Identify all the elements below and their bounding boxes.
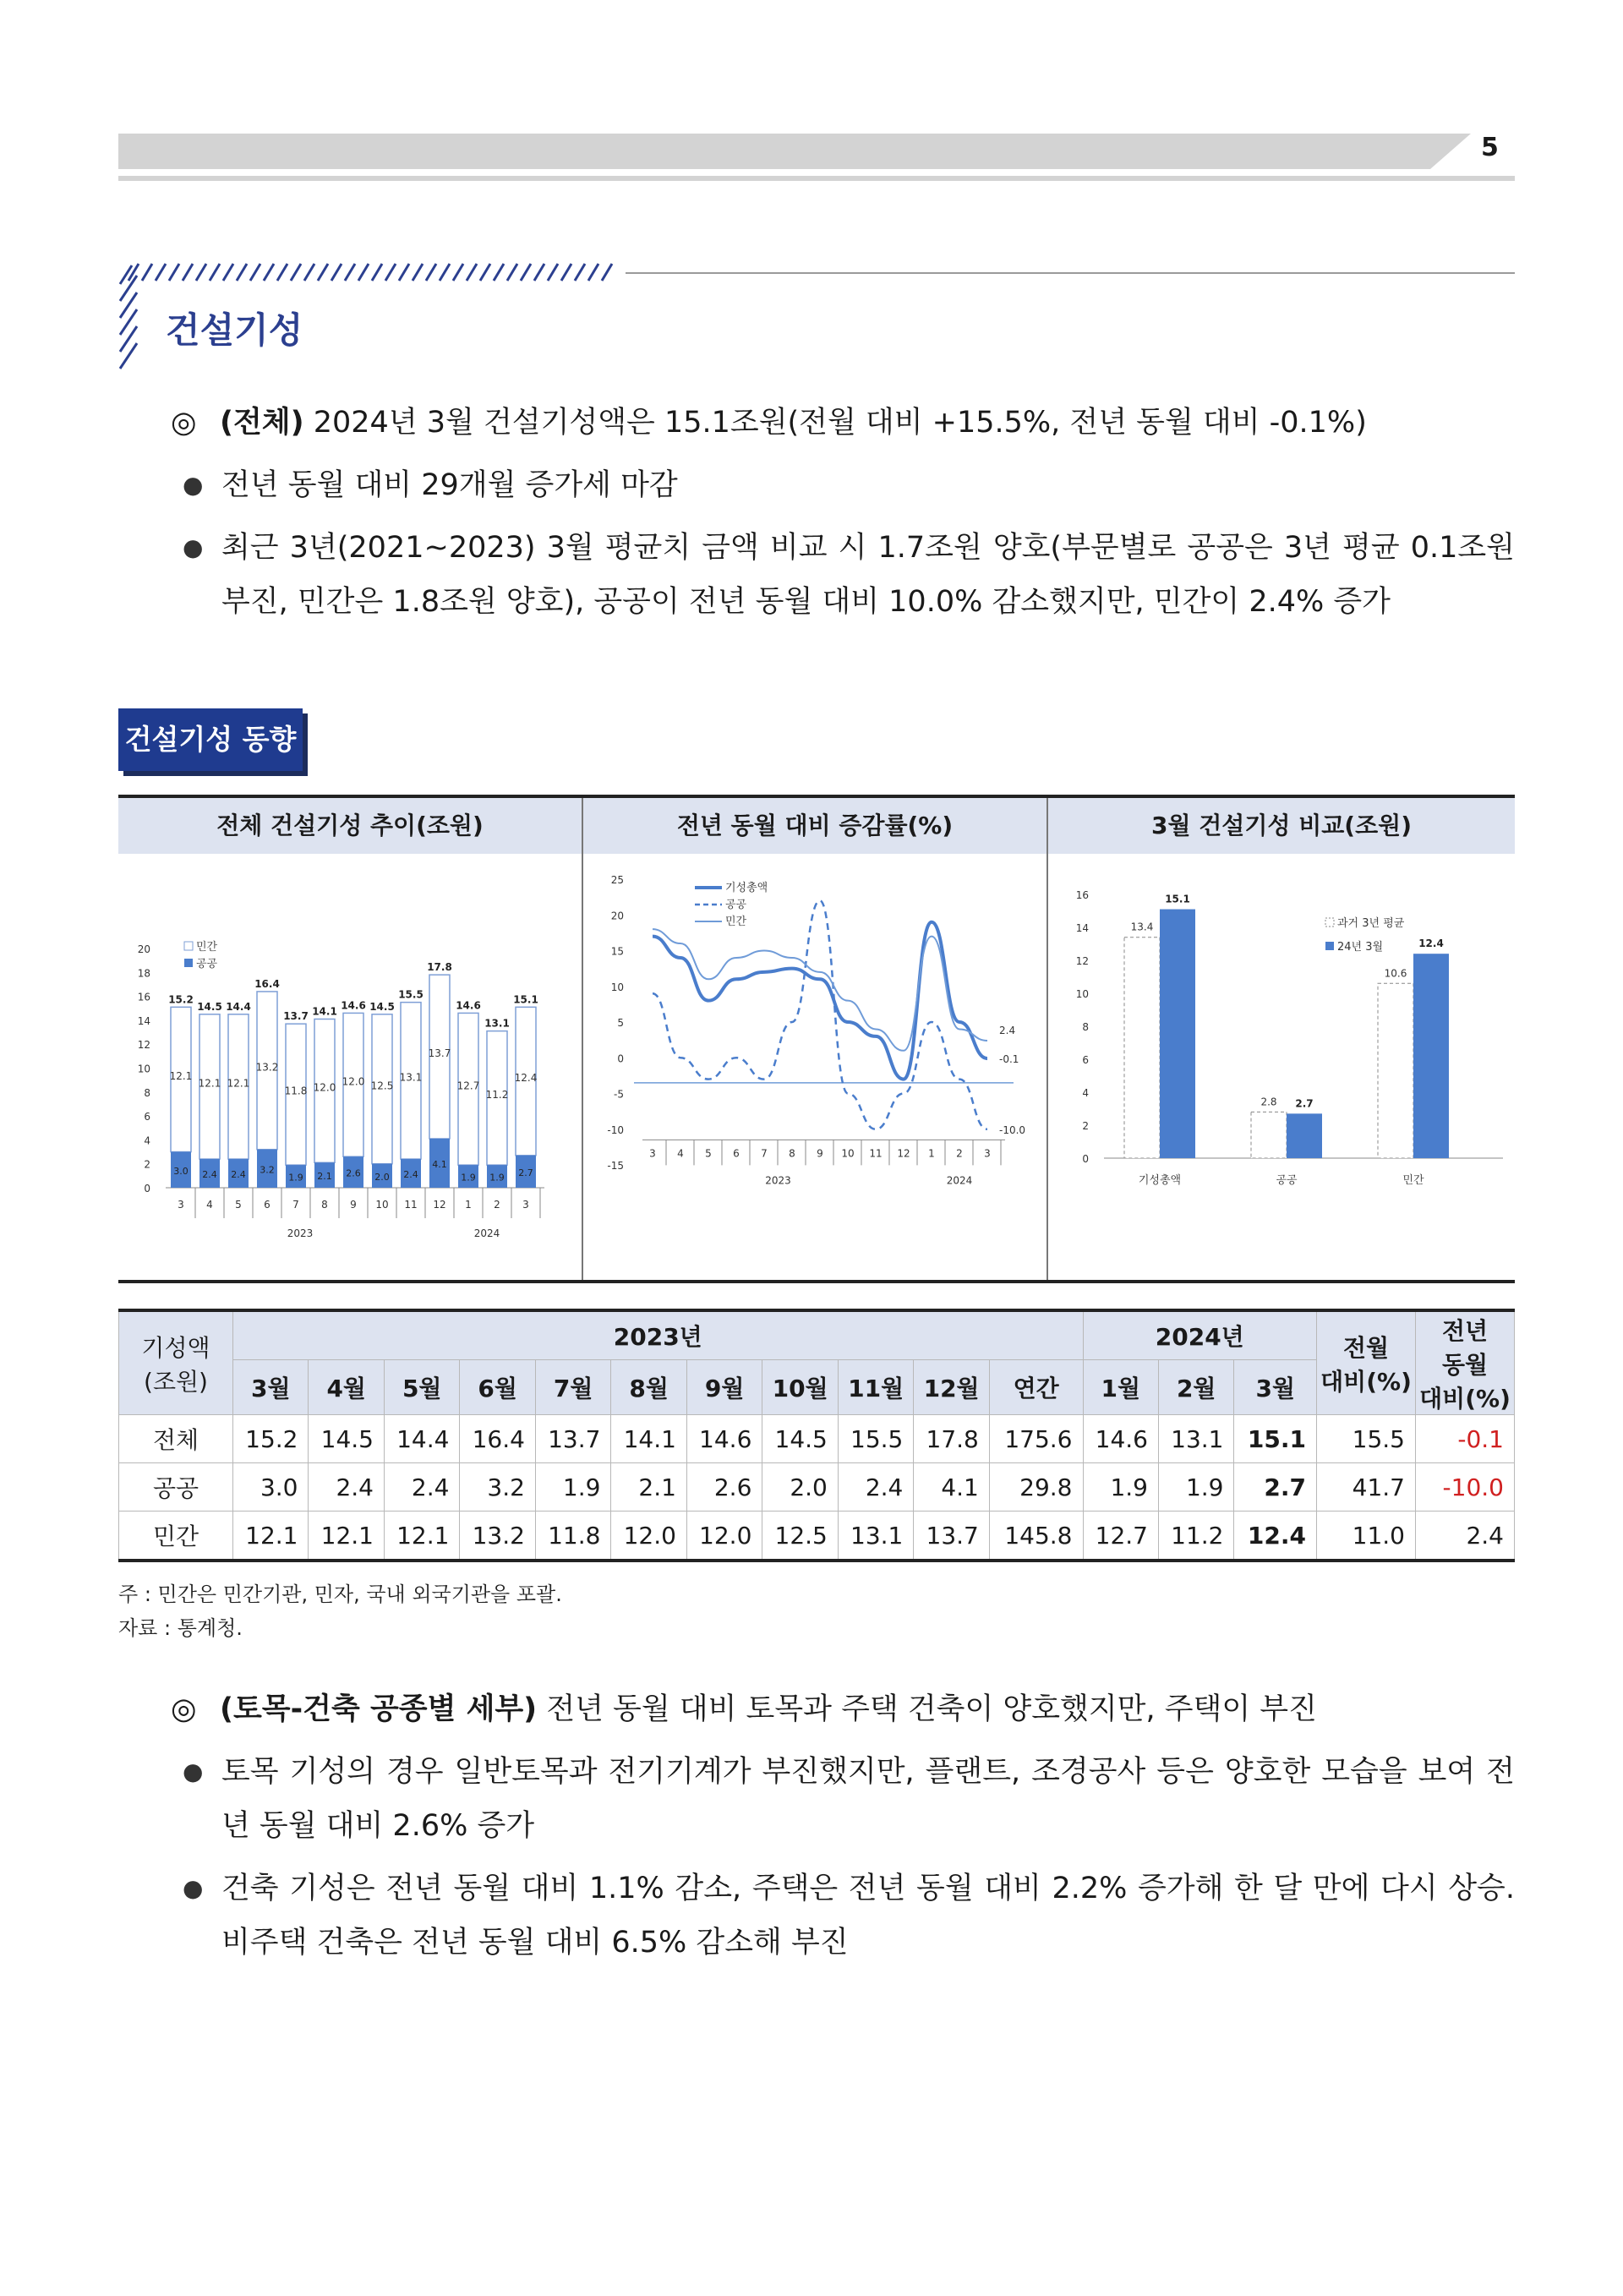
series-line — [653, 900, 987, 1129]
table-cell: 4.1 — [914, 1463, 989, 1512]
public-label: 2.4 — [202, 1169, 217, 1181]
summary-lead: (전체) — [220, 406, 304, 440]
table-cell: 29.8 — [989, 1463, 1083, 1512]
table-cell: 13.7 — [535, 1415, 610, 1463]
month-header: 1월 — [1083, 1360, 1158, 1415]
month-header: 3월 — [1234, 1360, 1317, 1415]
panel-title: 전년 동월 대비 증감률(%) — [583, 798, 1046, 854]
x-tick-label: 11 — [869, 1147, 883, 1160]
legend-swatch-past — [1325, 918, 1334, 927]
private-label: 12.5 — [370, 1080, 394, 1092]
total-label: 15.2 — [168, 993, 194, 1006]
x-tick-label: 9 — [350, 1199, 357, 1211]
y-tick-label: 10 — [610, 981, 624, 993]
y-tick-label: -5 — [614, 1088, 624, 1101]
table-cell: 14.1 — [611, 1415, 686, 1463]
month-header: 5월 — [384, 1360, 459, 1415]
table-cell: 14.5 — [309, 1415, 384, 1463]
legend-label: 24년 3월 — [1337, 941, 1384, 954]
detail-text: 전년 동월 대비 토목과 주택 건축이 양호했지만, 주택이 부진 — [537, 1692, 1317, 1726]
chart-march-compare — [1048, 854, 1515, 1280]
march-2024-bar — [1160, 910, 1195, 1158]
past-avg-bar — [1251, 1112, 1287, 1158]
data-table — [118, 1309, 1515, 1562]
month-header: 9월 — [686, 1360, 762, 1415]
detail-paragraph — [171, 1682, 1515, 1736]
y-tick-label: 0 — [617, 1052, 624, 1065]
private-label: 11.8 — [284, 1085, 308, 1097]
y-tick-label: 12 — [137, 1039, 150, 1052]
month-header: 6월 — [460, 1360, 535, 1415]
public-label: 1.9 — [461, 1172, 476, 1184]
month-header: 10월 — [762, 1360, 838, 1415]
yoy-cell: -10.0 — [1416, 1463, 1515, 1512]
private-label: 12.7 — [456, 1080, 480, 1092]
double-circle-marker: ◎ — [171, 1692, 197, 1726]
x-tick-label: 4 — [677, 1147, 684, 1160]
legend-label: 민간 — [725, 916, 747, 928]
private-label: 12.1 — [198, 1077, 221, 1090]
y-tick-label: 20 — [610, 910, 624, 922]
yoy-cell: 2.4 — [1416, 1512, 1515, 1561]
table-cell: 11.8 — [535, 1512, 610, 1561]
private-label: 11.2 — [485, 1088, 509, 1101]
y-tick-label: 10 — [137, 1063, 150, 1075]
y-tick-label: 8 — [1082, 1021, 1089, 1033]
total-label: 14.4 — [226, 1000, 251, 1013]
year-header-2024: 2024년 — [1083, 1310, 1317, 1360]
series-line — [653, 922, 987, 1080]
table-cell: 2.0 — [762, 1463, 838, 1512]
y-tick-label: 25 — [610, 874, 624, 886]
public-label: 1.9 — [288, 1172, 303, 1184]
table-note: 주 : 민간은 민간기관, 민자, 국내 외국기관을 포괄. — [118, 1583, 562, 1606]
detail-lead: (토목-건축 공종별 세부) — [220, 1692, 538, 1726]
header-band — [118, 134, 1471, 169]
table-cell: 145.8 — [989, 1512, 1083, 1561]
x-tick-label: 8 — [321, 1199, 328, 1211]
y-tick-label: 6 — [1082, 1054, 1089, 1066]
year-label: 2024 — [473, 1227, 500, 1239]
march-2024-bar — [1287, 1113, 1322, 1158]
total-label: 17.8 — [427, 961, 452, 974]
table-source: 자료 : 통계청. — [118, 1616, 243, 1640]
bullet-item — [183, 1745, 1515, 1853]
y-tick-label: 14 — [1075, 922, 1089, 934]
table-row — [119, 1415, 1515, 1463]
past-avg-bar — [1378, 983, 1413, 1158]
series-line — [653, 929, 987, 1051]
table-cell: 3.2 — [460, 1463, 535, 1512]
past-avg-label: 13.4 — [1130, 921, 1154, 933]
y-tick-label: 12 — [1075, 955, 1089, 967]
x-tick-label: 5 — [705, 1147, 712, 1160]
panel-total-trend — [118, 798, 582, 1280]
bullet-text: 건축 기성은 전년 동월 대비 1.1% 감소, 주택은 전년 동월 대비 2.2% 증가해 한 달 만에 다시 상승. 비주택 건축은 전년 동월 대비 6.5% 감소해 부진 — [221, 1872, 1515, 1960]
mom-cell: 15.5 — [1317, 1415, 1416, 1463]
x-tick-label: 9 — [817, 1147, 823, 1160]
legend-label: 과거 3년 평균 — [1337, 917, 1405, 930]
march-2024-label: 15.1 — [1165, 893, 1190, 905]
y-tick-label: 0 — [144, 1183, 150, 1194]
x-tick-label: 2 — [494, 1199, 500, 1211]
legend-label: 공공 — [725, 899, 747, 911]
legend-label: 민간 — [196, 941, 218, 954]
x-tick-label: 민간 — [1402, 1174, 1424, 1187]
total-label: 14.1 — [312, 1005, 337, 1018]
table-cell: 175.6 — [989, 1415, 1083, 1463]
table-cell: 14.4 — [384, 1415, 459, 1463]
chart-total-trend — [118, 854, 582, 1280]
bullet-text: 최근 3년(2021~2023) 3월 평균치 금액 비교 시 1.7조원 양호(부문별로 공공은 3년 평균 0.1조원 부진, 민간은 1.8조원 양호), 공공이 전년 동월 대비 10.0% 감소했지만, 민간이 2.4% 증가 — [221, 531, 1515, 619]
table-row — [119, 1463, 1515, 1512]
month-header: 3월 — [233, 1360, 309, 1415]
table-cell: 2.7 — [1234, 1463, 1317, 1512]
row-label: 공공 — [119, 1463, 233, 1512]
table-cell: 13.1 — [838, 1512, 913, 1561]
y-tick-label: 14 — [137, 1014, 150, 1027]
total-label: 14.6 — [341, 999, 366, 1012]
legend-swatch-private — [184, 942, 193, 950]
table-cell: 2.4 — [309, 1463, 384, 1512]
table-cell: 12.5 — [762, 1512, 838, 1561]
chart-panels — [118, 795, 1515, 1283]
total-label: 14.5 — [369, 1000, 395, 1013]
past-avg-bar — [1124, 938, 1160, 1158]
private-label: 12.0 — [313, 1081, 336, 1094]
y-tick-label: 2 — [1082, 1120, 1089, 1132]
private-label: 12.0 — [342, 1075, 365, 1088]
yoy-cell: -0.1 — [1416, 1415, 1515, 1463]
bullet-text: 토목 기성의 경우 일반토목과 전기기계가 부진했지만, 플랜트, 조경공사 등은 양호한 모습을 보여 전년 동월 대비 2.6% 증가 — [221, 1755, 1515, 1843]
month-header: 7월 — [535, 1360, 610, 1415]
month-header: 4월 — [309, 1360, 384, 1415]
total-label: 15.1 — [513, 993, 538, 1006]
private-label: 12.1 — [169, 1069, 193, 1082]
month-header: 연간 — [989, 1360, 1083, 1415]
y-tick-label: 2 — [144, 1158, 150, 1171]
panel-title: 전체 건설기성 추이(조원) — [118, 798, 582, 854]
x-tick-label: 1 — [928, 1147, 935, 1160]
public-label: 2.7 — [518, 1167, 533, 1178]
year-label: 2023 — [765, 1174, 791, 1187]
table-cell: 1.9 — [1083, 1463, 1158, 1512]
bullet-item — [183, 1861, 1515, 1970]
double-circle-marker: ◎ — [171, 406, 197, 440]
total-label: 13.1 — [484, 1017, 510, 1030]
public-label: 2.4 — [403, 1169, 418, 1181]
bullet-item — [183, 521, 1515, 629]
total-label: 14.5 — [197, 1000, 222, 1013]
table-cell: 15.5 — [838, 1415, 913, 1463]
panel-march-compare — [1048, 798, 1515, 1280]
y-tick-label: 4 — [144, 1134, 150, 1147]
table-cell: 2.1 — [611, 1463, 686, 1512]
x-tick-label: 3 — [178, 1199, 184, 1211]
legend-swatch-current — [1325, 942, 1334, 950]
table-cell: 13.1 — [1158, 1415, 1233, 1463]
yoy-header: 전년 동월 대비(%) — [1416, 1310, 1515, 1415]
total-label: 14.6 — [456, 999, 481, 1012]
table-cell: 2.4 — [838, 1463, 913, 1512]
y-tick-label: 8 — [144, 1086, 150, 1099]
legend-swatch-public — [184, 959, 193, 967]
public-label: 2.6 — [346, 1167, 361, 1179]
table-cell: 2.6 — [686, 1463, 762, 1512]
summary-paragraph — [171, 396, 1515, 450]
year-header-2023: 2023년 — [233, 1310, 1084, 1360]
x-tick-label: 10 — [375, 1199, 389, 1211]
x-tick-label: 12 — [897, 1147, 910, 1160]
table-cell: 12.7 — [1083, 1512, 1158, 1561]
x-tick-label: 5 — [235, 1199, 242, 1211]
bullet-dot: ● — [183, 471, 204, 499]
total-label: 16.4 — [254, 977, 280, 990]
x-tick-label: 7 — [292, 1199, 299, 1211]
header-rule — [118, 176, 1515, 181]
year-label: 2024 — [946, 1174, 973, 1187]
public-label: 2.0 — [374, 1171, 390, 1183]
table-cell: 12.1 — [384, 1512, 459, 1561]
legend-label: 기성총액 — [725, 882, 768, 894]
table-cell: 15.2 — [233, 1415, 309, 1463]
panel-yoy-rate — [583, 798, 1046, 1280]
legend-label: 공공 — [196, 958, 218, 970]
bullet-dot: ● — [183, 1758, 204, 1785]
bullet-dot: ● — [183, 1874, 204, 1902]
public-label: 4.1 — [432, 1158, 447, 1170]
x-tick-label: 6 — [264, 1199, 270, 1211]
table-cell: 12.4 — [1234, 1512, 1317, 1561]
x-tick-label: 12 — [433, 1199, 446, 1211]
x-tick-label: 공공 — [1276, 1174, 1298, 1187]
series-end-label: -10.0 — [999, 1123, 1026, 1136]
table-cell: 14.6 — [686, 1415, 762, 1463]
x-tick-label: 11 — [404, 1199, 418, 1211]
table-cell: 12.0 — [611, 1512, 686, 1561]
public-label: 2.1 — [317, 1171, 332, 1183]
private-label: 12.1 — [227, 1077, 250, 1090]
x-tick-label: 3 — [522, 1199, 529, 1211]
x-tick-label: 8 — [789, 1147, 795, 1160]
y-tick-label: 0 — [1082, 1153, 1089, 1165]
y-tick-label: 15 — [610, 945, 624, 958]
x-tick-label: 3 — [649, 1147, 656, 1160]
public-label: 3.0 — [173, 1165, 189, 1177]
table-cell: 14.5 — [762, 1415, 838, 1463]
mom-header: 전월 대비(%) — [1317, 1310, 1416, 1415]
y-tick-label: 5 — [617, 1017, 624, 1029]
row-label: 민간 — [119, 1512, 233, 1561]
series-end-label: 2.4 — [999, 1024, 1016, 1036]
bullet-item — [183, 458, 1515, 512]
month-header: 8월 — [611, 1360, 686, 1415]
month-header: 11월 — [838, 1360, 913, 1415]
summary-text: 2024년 3월 건설기성액은 15.1조원(전월 대비 +15.5%, 전년 동월 대비 -0.1%) — [303, 406, 1367, 440]
past-avg-label: 2.8 — [1260, 1096, 1277, 1108]
x-tick-label: 10 — [841, 1147, 855, 1160]
x-tick-label: 기성총액 — [1138, 1174, 1182, 1187]
table-cell: 12.1 — [233, 1512, 309, 1561]
y-tick-label: 10 — [1075, 988, 1089, 1000]
table-cell: 1.9 — [535, 1463, 610, 1512]
past-avg-label: 10.6 — [1384, 967, 1407, 980]
x-tick-label: 2 — [956, 1147, 963, 1160]
private-label: 12.4 — [514, 1072, 538, 1085]
private-label: 13.7 — [428, 1047, 451, 1060]
panel-title: 3월 건설기성 비교(조원) — [1048, 798, 1515, 854]
public-label: 3.2 — [260, 1164, 275, 1176]
mom-cell: 11.0 — [1317, 1512, 1416, 1561]
section-title: 건설기성 — [166, 309, 303, 351]
table-cell: 3.0 — [233, 1463, 309, 1512]
month-header: 12월 — [914, 1360, 989, 1415]
y-tick-label: 6 — [144, 1111, 150, 1123]
march-2024-label: 12.4 — [1418, 938, 1444, 950]
table-cell: 13.7 — [914, 1512, 989, 1561]
private-label: 13.1 — [399, 1071, 423, 1084]
bullet-text: 전년 동월 대비 29개월 증가세 마감 — [221, 468, 678, 502]
x-tick-label: 6 — [733, 1147, 740, 1160]
public-label: 1.9 — [489, 1172, 505, 1184]
table-cell: 14.6 — [1083, 1415, 1158, 1463]
y-tick-label: 16 — [137, 991, 150, 1003]
row-label: 전체 — [119, 1415, 233, 1463]
y-tick-label: 18 — [137, 967, 150, 980]
month-header: 2월 — [1158, 1360, 1233, 1415]
table-cell: 1.9 — [1158, 1463, 1233, 1512]
y-tick-label: -15 — [607, 1160, 624, 1172]
table-cell: 2.4 — [384, 1463, 459, 1512]
table-cell: 12.1 — [309, 1512, 384, 1561]
table-row — [119, 1512, 1515, 1561]
x-tick-label: 1 — [465, 1199, 472, 1211]
chart-yoy-rate — [583, 854, 1046, 1280]
table-cell: 16.4 — [460, 1415, 535, 1463]
march-2024-bar — [1413, 954, 1449, 1158]
table-cell: 13.2 — [460, 1512, 535, 1561]
page-number: 5 — [1481, 133, 1499, 162]
x-tick-label: 7 — [761, 1147, 768, 1160]
bullet-dot: ● — [183, 533, 204, 561]
total-label: 13.7 — [283, 1010, 309, 1023]
x-tick-label: 4 — [206, 1199, 213, 1211]
public-label: 2.4 — [231, 1169, 246, 1181]
table-cell: 12.0 — [686, 1512, 762, 1561]
total-label: 15.5 — [398, 988, 424, 1001]
march-2024-label: 2.7 — [1295, 1097, 1314, 1110]
private-label: 13.2 — [255, 1061, 279, 1074]
section-rule — [626, 272, 1515, 274]
y-tick-label: 16 — [1075, 889, 1089, 901]
table-cell: 17.8 — [914, 1415, 989, 1463]
mom-cell: 41.7 — [1317, 1463, 1416, 1512]
y-tick-label: 4 — [1082, 1087, 1089, 1099]
y-tick-label: 20 — [137, 943, 150, 955]
box-tag: 건설기성 동향 — [118, 708, 303, 771]
series-end-label: -0.1 — [999, 1053, 1019, 1066]
table-cell: 11.2 — [1158, 1512, 1233, 1561]
table-cell: 15.1 — [1234, 1415, 1317, 1463]
x-tick-label: 3 — [984, 1147, 991, 1160]
table-corner-header: 기성액 (조원) — [119, 1310, 233, 1415]
y-tick-label: -10 — [607, 1123, 624, 1136]
year-label: 2023 — [287, 1227, 314, 1239]
